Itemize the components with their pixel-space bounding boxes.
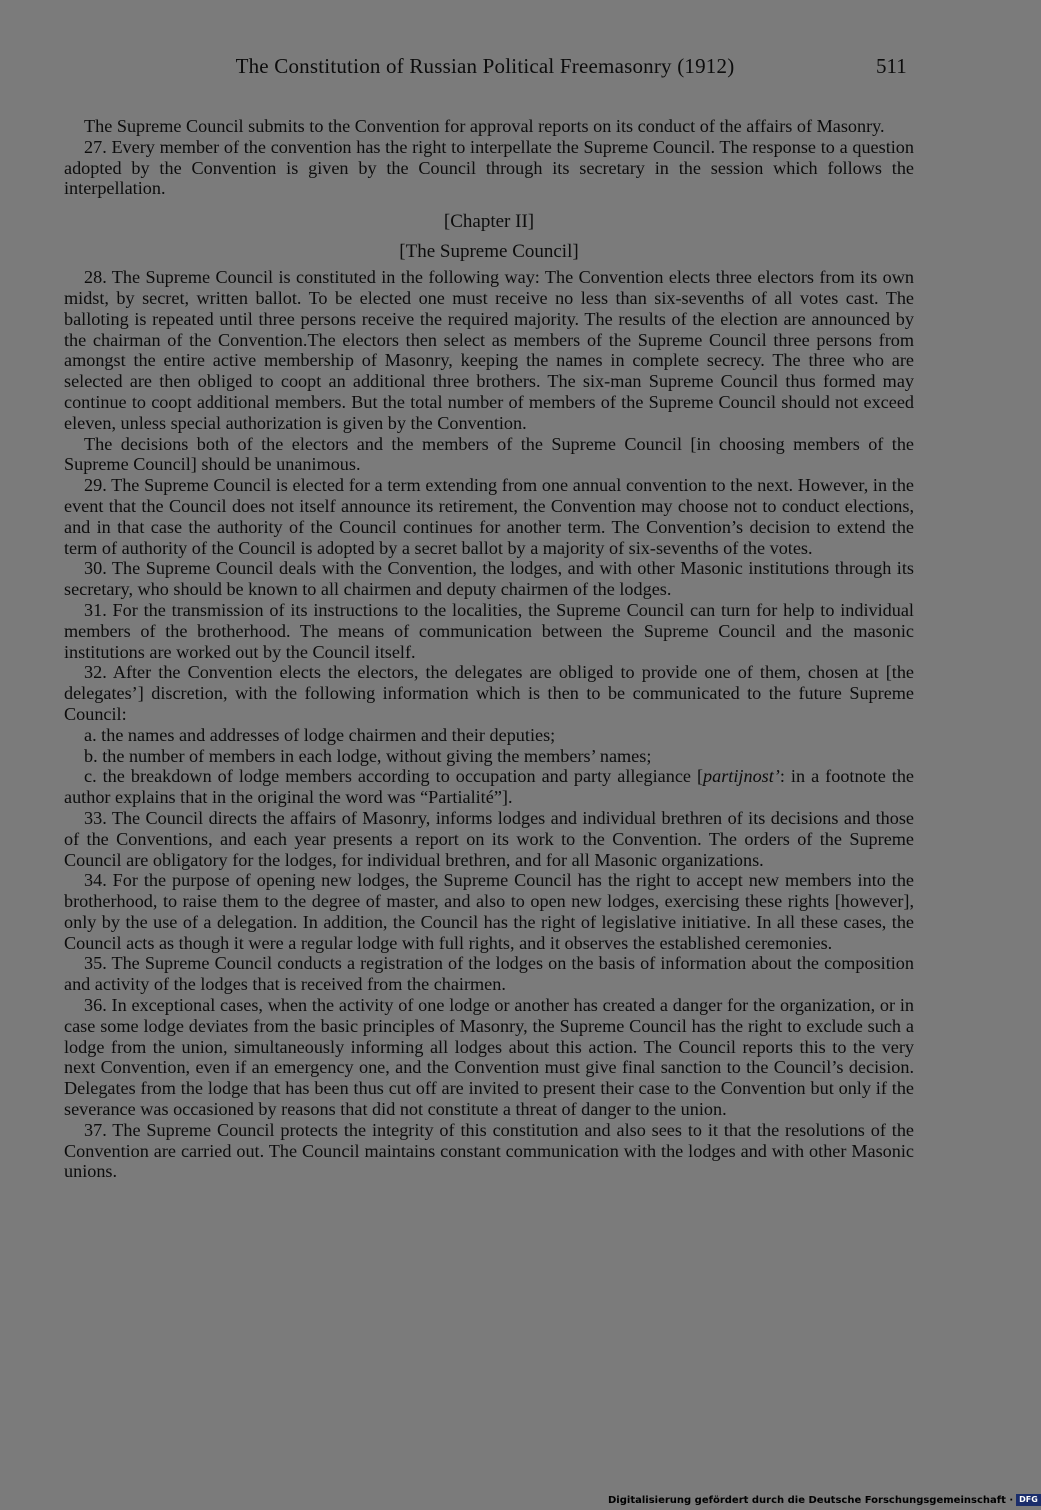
chapter-heading: [Chapter II]	[443, 211, 535, 233]
chapter-title: [The Supreme Council]	[399, 241, 579, 263]
list-item-b: b. the number of members in each lodge, without giving the members’ names;	[84, 745, 652, 766]
paragraph-30: 30. The Supreme Council deals with the Convention, the lodges, and with other Masonic institutions through its secretary, who should be known to all chairmen and deputy chairmen of the lodges.	[64, 558, 914, 600]
paragraph-27: 27. Every member of the convention has the right to interpellate the Supreme Council. The response to a question adopted by the Convention is given by the Council through its secretary in the session which follows the interpellation.	[64, 136, 914, 199]
document-body	[64, 116, 914, 1182]
paragraph-33: 33. The Council directs the affairs of Masonry, informs lodges and individual brethren of its decisions and those of the Conventions, and each year presents a report on its work to the Convention. The orders of the Supreme Council are obligatory for the lodges, for individual brethren, and for all Masonic organizations.	[64, 807, 914, 870]
paragraph-35: 35. The Supreme Council conducts a registration of the lodges on the basis of information about the composition and activity of the lodges that is received from the chairmen.	[64, 953, 914, 995]
paragraph-34: 34. For the purpose of opening new lodges, the Supreme Council has the right to accept new members into the brotherhood, to raise them to the degree of master, and also to open new lodges, exercising these rights [however], only by the use of a delegation. In addition, the Council has the right of legislative initiative. In all these cases, the Council acts as though it were a regular lodge with full rights, and it observes the established ceremonies.	[64, 870, 914, 953]
list-item-c-text-end: : in a footnote the author explains that in the original the word was “Partialité”].	[64, 766, 915, 808]
paragraph-36: 36. In exceptional cases, when the activity of one lodge or another has created a danger for the organization, or in case some lodge deviates from the basic principles of Masonry, the Supreme Council has the right to exclude such a lodge from the union, simultaneously informing all lodges about this action. The Council reports this to the very next Convention, even if an emergency one, and the Convention must give final sanction to the Council’s decision. Delegates from the lodge that has been thus cut off are invited to present their case to the Convention but only if the severance was occasioned by reasons that did not constitute a threat of danger to the union.	[64, 995, 914, 1120]
paragraph-37: 37. The Supreme Council protects the integrity of this constitution and also sees to it that the resolutions of the Convention are carried out. The Council maintains constant communication with the lodges and with other Masonic unions.	[64, 1119, 914, 1182]
dfg-logo: DFG	[1016, 1494, 1041, 1506]
paragraph: The Supreme Council submits to the Convention for approval reports on its conduct of the affairs of Masonry.	[84, 116, 885, 136]
italic-term: partijnost’	[703, 766, 780, 787]
list-item-c-text: c. the breakdown of lodge members according to occupation and party allegiance [	[84, 766, 704, 787]
paragraph-31: 31. For the transmission of its instructions to the localities, the Supreme Council can turn for help to individual members of the brotherhood. The means of communication between the Supreme Council and the masonic institutions are worked out by the Council itself.	[64, 599, 914, 662]
page-number: 511	[876, 54, 907, 78]
paragraph-29: 29. The Supreme Council is elected for a term extending from one annual convention to the next. However, in the event that the Council does not itself announce its retirement, the Convention may choose not to conduct elections, and in that case the authority of the Council continues for another term. The Convention’s decision to extend the term of authority of the Council is adopted by a secret ballot by a majority of six-sevenths of the votes.	[64, 475, 914, 558]
paragraph-28: 28. The Supreme Council is constituted in the following way: The Convention elects three electors from its own midst, by secret, written ballot. To be elected one must receive no less than six-sevenths of all votes cast. The balloting is repeated until three persons receive the required majority. The results of the election are announced by the chairman of the Convention.The electors then select as members of the Supreme Council three persons from amongst the entire active membership of Masonry, keeping the names in complete secrecy. The three who are selected are then obliged to coopt an additional three brothers. The six-man Supreme Council thus formed may continue to coopt additional members. But the total number of members of the Supreme Council should not exceed eleven, unless special authorization is given by the Convention.	[64, 267, 914, 433]
digitization-credit	[608, 1494, 1038, 1508]
list-item-c	[64, 766, 914, 808]
paragraph-28-continued: The decisions both of the electors and the members of the Supreme Council [in choosing members of the Supreme Council] should be unanimous.	[64, 433, 914, 475]
list-item-a: a. the names and addresses of lodge chairmen and their deputies;	[84, 724, 556, 745]
paragraph-32: 32. After the Convention elects the electors, the delegates are obliged to provide one of them, chosen at [the delegates’] discretion, with the following information which is then to be communicated to the future Supreme Council:	[64, 662, 914, 724]
page-header	[0, 52, 1000, 82]
running-title: The Constitution of Russian Political Freemasonry (1912)	[235, 54, 735, 78]
credit-text: Digitalisierung gefördert durch die Deutsche Forschungsgemeinschaft ·	[608, 1495, 1014, 1506]
